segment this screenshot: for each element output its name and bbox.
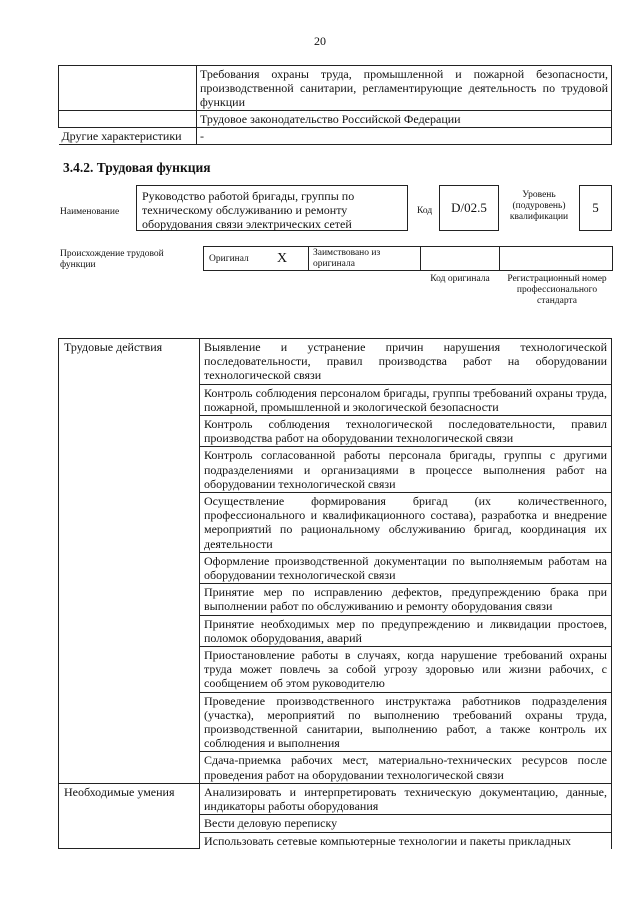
- table-cell-text: Трудовое законодательство Российской Федерации: [197, 111, 612, 128]
- labor-action: Принятие мер по исправлению дефектов, предупреждению брака при выполнении работ по обслуживанию и ремонту оборудования связи: [200, 584, 612, 615]
- labor-action: Осуществление формирования бригад (их количественного, профессионального и квалификационного состава), разработка и внедрение мероприятий по рациональному обслуживанию бригад, координация их деятельности: [200, 493, 612, 553]
- table-row: [59, 66, 612, 111]
- skill: Анализировать и интерпретировать техническую документацию, данные, индикаторы работы оборудования: [200, 783, 612, 814]
- code-label: Код: [417, 206, 433, 216]
- table-row: [59, 339, 612, 385]
- section-heading: 3.4.2. Трудовая функция: [63, 160, 211, 175]
- origin-divider: [420, 247, 421, 270]
- labor-action: Оформление производственной документации по выполняемым работам на оборудовании технологической связи: [200, 552, 612, 583]
- labor-action: Контроль согласованной работы персонала бригады, группы с другими подразделениями и организациями в процессе выполнения работ на оборудовании технологической связи: [200, 447, 612, 493]
- table-row: [59, 128, 612, 145]
- table-row: [59, 783, 612, 814]
- skill: Вести деловую переписку: [200, 815, 612, 832]
- skill: Использовать сетевые компьютерные технологии и пакеты прикладных: [200, 832, 612, 849]
- origin-box: [203, 246, 613, 271]
- code-caption: Код оригинала: [430, 274, 490, 284]
- main-table: [58, 338, 612, 849]
- table-cell-label: [59, 111, 197, 128]
- skills-label: Необходимые умения: [59, 783, 200, 848]
- labor-action: Приостановление работы в случаях, когда нарушение требований охраны труда может повлечь за собой угрозу здоровью или жизни рабочих, с сообщением об этом руководителю: [200, 647, 612, 693]
- top-table: [58, 65, 612, 145]
- function-name-box: [136, 185, 408, 231]
- original-label: Оригинал: [209, 254, 249, 264]
- table-cell-text: -: [197, 128, 612, 145]
- code-box: [439, 185, 499, 231]
- level-value: 5: [592, 200, 599, 215]
- table-cell-label: [59, 66, 197, 111]
- level-box: [579, 185, 612, 231]
- table-cell-label: Другие характеристики: [59, 128, 197, 145]
- labor-action: Проведение производственного инструктажа работников подразделения (участка), мероприятий по выполнению требований охраны труда, производственной санитарии, выполнению работ, а также контроль их соблюдения и выполнения: [200, 692, 612, 752]
- code-value: D/02.5: [451, 200, 487, 215]
- labor-actions-label: Трудовые действия: [59, 339, 200, 784]
- reg-caption: Регистрационный номер профессионального стандарта: [507, 274, 607, 306]
- original-mark: X: [277, 251, 288, 266]
- page-number: 20: [314, 34, 326, 48]
- labor-action: Контроль соблюдения технологической последовательности, правил производства работ на оборудовании технологической связи: [200, 416, 612, 447]
- table-cell-text: Требования охраны труда, промышленной и пожарной безопасности, производственной санитарии, регламентирующие деятельность по трудовой функции: [197, 66, 612, 111]
- function-name: Руководство работой бригады, группы по техническому обслуживанию и ремонту оборудования связи электрических сетей: [142, 189, 355, 231]
- labor-action: Принятие необходимых мер по предупреждению и ликвидации простоев, поломок оборудования, аварий: [200, 615, 612, 646]
- labor-action: Выявление и устранение причин нарушения технологической последовательности, правил производства работ на оборудовании технологической связи: [200, 339, 612, 385]
- origin-divider: [499, 247, 500, 270]
- level-label: Уровень (подуровень) квалификации: [509, 190, 569, 222]
- table-row: [59, 111, 612, 128]
- labor-action: Сдача-приемка рабочих мест, материально-технических ресурсов после проведения работ на оборудовании технологической связи: [200, 752, 612, 783]
- origin-original-cell: [204, 247, 309, 270]
- name-label: Наименование: [60, 207, 120, 217]
- labor-action: Контроль соблюдения персоналом бригады, группы требований охраны труда, пожарной, промышленной и экологической безопасности: [200, 384, 612, 415]
- borrowed-label: Заимствовано из оригинала: [313, 248, 381, 269]
- origin-label: Происхождение трудовой функции: [60, 249, 164, 270]
